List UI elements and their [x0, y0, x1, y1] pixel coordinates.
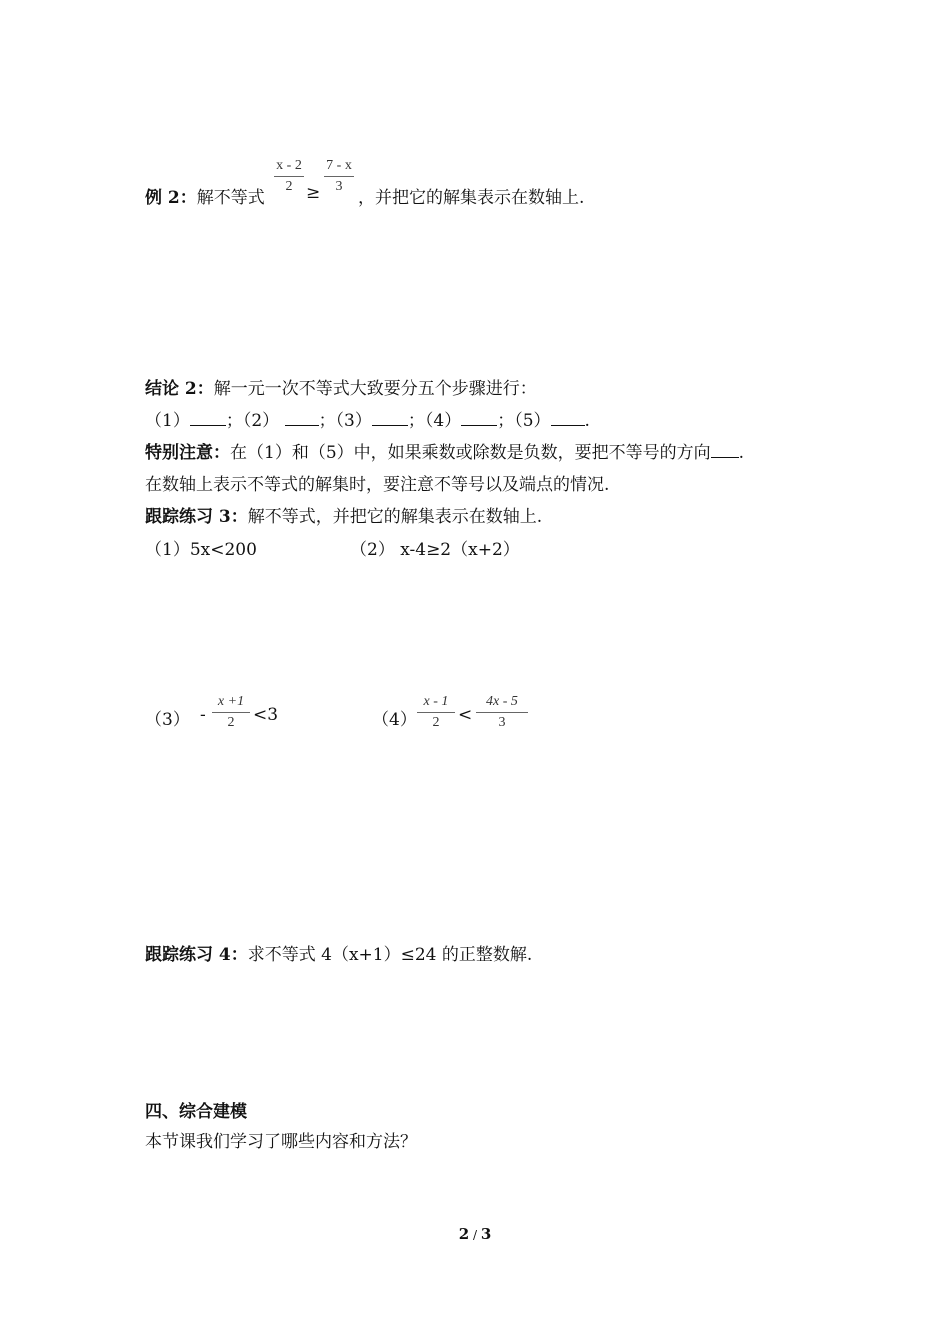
step-3-label: ；（3）: [318, 411, 372, 431]
step-1-label: （1）: [145, 411, 190, 431]
page-number: [0, 1225, 950, 1243]
step-5-blank: [551, 411, 585, 426]
step-5-label: ；（5）: [497, 411, 551, 431]
note-colon: ：: [213, 443, 230, 463]
practice3-item4-lhs-numerator: x - 1: [417, 694, 455, 713]
note-blank: [711, 443, 739, 458]
practice3-item1: （1）5x<200: [145, 540, 257, 560]
page-separator: /: [469, 1228, 481, 1242]
step-1-blank: [190, 411, 226, 426]
practice3-line: [145, 502, 542, 527]
conclusion2-line: [145, 374, 537, 399]
note-text: 在（1）和（5）中，如果乘数或除数是负数，要把不等号的方向: [230, 443, 711, 463]
practice3-item3-fraction: [212, 694, 250, 731]
conclusion2-colon: ：: [196, 379, 214, 399]
page-current: 2: [458, 1225, 470, 1243]
note-end: .: [738, 443, 745, 463]
practice3-item4-lhs-fraction: [417, 694, 455, 731]
practice3-item4-rhs-numerator: 4x - 5: [476, 694, 528, 713]
practice3-item4-rhs-fraction: [476, 694, 528, 731]
practice3-item4-label: （4）: [372, 710, 417, 730]
step-4-blank: [461, 411, 497, 426]
practice3-colon: ：: [230, 507, 248, 527]
practice3-item3-label: （3）: [145, 710, 190, 730]
example2-lhs-fraction: [274, 158, 304, 195]
example2-label: 例 2: [145, 188, 180, 208]
practice4-text: 求不等式 4（x+1）≤24 的正整数解.: [247, 945, 533, 965]
note-line2: 在数轴上表示不等式的解集时，要注意不等号以及端点的情况.: [145, 475, 610, 495]
example2-text-after: ，并把它的解集表示在数轴上.: [358, 188, 585, 208]
practice3-item3-rest: <3: [253, 705, 279, 725]
steps-end: .: [584, 411, 590, 431]
practice4-colon: ：: [230, 945, 248, 965]
practice3-item4-rhs-denominator: 3: [498, 715, 506, 730]
conclusion2-label: 结论 2: [145, 379, 197, 399]
conclusion2-steps: [145, 406, 590, 431]
practice4-label: 跟踪练习 4: [145, 945, 231, 965]
example2-rhs-denominator: 3: [335, 179, 343, 194]
example2-text-before: 解不等式: [196, 188, 265, 208]
note-line: [145, 438, 744, 463]
practice3-text: 解不等式，并把它的解集表示在数轴上.: [247, 507, 543, 527]
example2-colon: ：: [179, 188, 197, 208]
step-2-blank: [285, 411, 319, 426]
conclusion2-text: 解一元一次不等式大致要分五个步骤进行：: [213, 379, 537, 399]
step-4-label: ；（4）: [407, 411, 462, 431]
practice3-item4-lhs-denominator: 2: [432, 715, 440, 730]
example2-rhs-numerator: 7 - x: [324, 158, 354, 177]
practice3-item3-denominator: 2: [227, 715, 235, 730]
section4-title: 四、综合建模: [145, 1102, 247, 1122]
example2-line: [145, 183, 265, 208]
section4-question: 本节课我们学习了哪些内容和方法？: [145, 1132, 417, 1152]
step-2-label: ；（2）: [225, 411, 280, 431]
step-3-blank: [372, 411, 408, 426]
example2-lhs-numerator: x - 2: [274, 158, 304, 177]
page-total: 3: [480, 1225, 492, 1243]
practice3-item4-operator: <: [458, 705, 473, 725]
practice3-item3-sign: -: [200, 705, 206, 725]
example2-rhs-fraction: [324, 158, 354, 195]
example2-lhs-denominator: 2: [285, 179, 293, 194]
practice4-line: [145, 940, 532, 965]
example2-operator: ≥: [306, 183, 321, 203]
practice3-label: 跟踪练习 3: [145, 507, 231, 527]
note-label: 特别注意: [145, 443, 213, 463]
practice3-item2: （2） x-4≥2（x+2）: [350, 540, 520, 560]
practice3-item3-numerator: x +1: [212, 694, 250, 713]
